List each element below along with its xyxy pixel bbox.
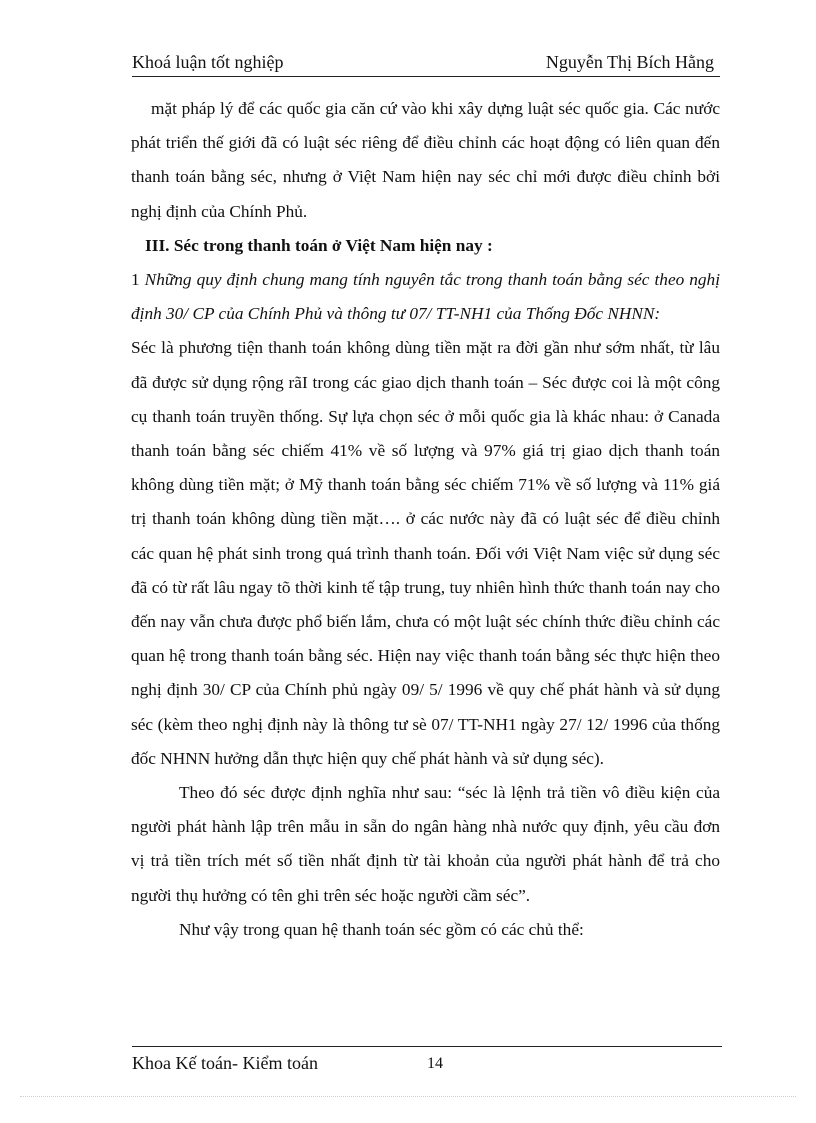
- page-footer: [132, 1046, 722, 1073]
- subsection-number: 1: [131, 270, 145, 290]
- page-number: 14: [427, 1055, 443, 1072]
- footer-department: Khoa Kế toán- Kiểm toán: [132, 1053, 318, 1073]
- paragraph-legal-basis: mặt pháp lý để các quốc gia căn cứ vào khi xây dựng luật séc quốc gia. Các nước phát triển thế giới đã có luật séc riêng để điều chỉnh các hoạt động có liên quan đến thanh toán bằng séc, nhưng ở Việt Nam hiện nay séc chỉ mới được điều chỉnh bởi nghị định của Chính Phủ.: [131, 99, 720, 221]
- section-heading: III. Séc trong thanh toán ở Việt Nam hiện nay :: [145, 235, 493, 255]
- subsection-title: Những quy định chung mang tính nguyên tắc trong thanh toán bằng séc theo nghị định 30/ CP của Chính Phủ và thông tư 07/ TT-NH1 của Thống Đốc NHNN:: [131, 270, 720, 324]
- document-body: [131, 92, 720, 947]
- page-bottom-divider: [20, 1096, 796, 1097]
- header-author-name: Nguyễn Thị Bích Hằng: [545, 52, 714, 72]
- paragraph-cheque-overview: Séc là phương tiện thanh toán không dùng tiền mặt ra đời gần như sớm nhất, từ lâu đã được sử dụng rộng rãI trong các giao dịch thanh toán – Séc được coi là một công cụ thanh toán truyền thống. Sự lựa chọn séc ở mỗi quốc gia là khác nhau: ở Canada thanh toán bằng séc chiếm 41% về số lượng và 97% giá trị giao dịch thanh toán không dùng tiền mặt; ở Mỹ thanh toán bằng séc chiếm 71% về số lượng và 11% giá trị thanh toán không dùng tiền mặt…. ở các nước này đã có luật séc để điều chỉnh các quan hệ phát sinh trong quá trình thanh toán. Đối với Việt Nam việc sử dụng séc đã có từ rất lâu ngay tõ thời kinh tế tập trung, tuy nhiên hình thức thanh toán nay cho đến nay vẫn chưa được phổ biến lắm, chưa có một luật séc chính thức điều chỉnh các quan hệ trong thanh toán bằng séc. Hiện nay việc thanh toán bằng séc thực hiện theo nghị định 30/ CP của Chính phủ ngày 09/ 5/ 1996 về quy chế phát hành và sử dụng séc (kèm theo nghị định này là thông tư sè 07/ TT-NH1 ngày 27/ 12/ 1996 của thống đốc NHNN hưởng dẫn thực hiện quy chế phát hành và sử dụng séc).: [131, 338, 720, 768]
- paragraph-parties: Như vậy trong quan hệ thanh toán séc gồm có các chủ thể:: [179, 919, 584, 939]
- page-header: [132, 50, 720, 77]
- paragraph-cheque-definition: Theo đó séc được định nghĩa như sau: “séc là lệnh trả tiền vô điều kiện của người phát hành lập trên mẫu in sẵn do ngân hàng nhà nước quy định, yêu cầu đơn vị trả tiền trích mét số tiền nhất định từ tài khoản của người phát hành để trả cho người thụ hưởng có tên ghi trên séc hoặc người cầm séc”.: [131, 783, 720, 905]
- header-thesis-title: Khoá luận tốt nghiệp: [132, 52, 284, 72]
- subsection-heading: [131, 263, 720, 331]
